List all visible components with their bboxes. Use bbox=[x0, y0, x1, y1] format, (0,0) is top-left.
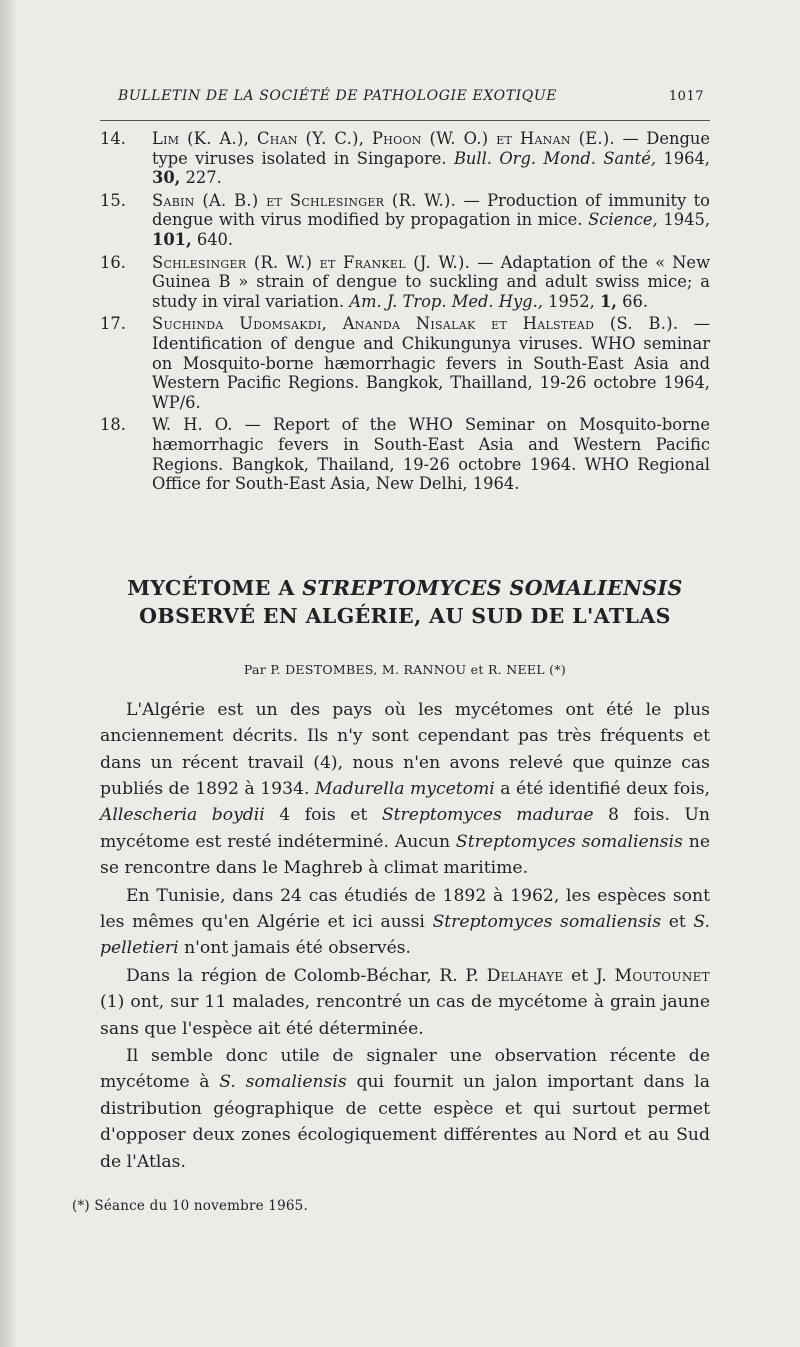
reference-text: — Dengue type viruses isolated in Singapore. bbox=[152, 129, 710, 168]
reference-volume: 30, bbox=[152, 168, 181, 188]
reference-year: 1964, bbox=[656, 148, 710, 168]
reference-year: 1945, bbox=[657, 210, 710, 230]
paragraph: Il semble donc utile de signaler une observation récente de mycétome à S. somaliensis qui fournit un jalon important dans la distribution géographique de cette espèce et qui surtout permet d'opposer deux zones écologiquement différentes au Nord et au Sud de l'Atlas. bbox=[100, 1045, 710, 1172]
running-header bbox=[100, 88, 710, 121]
reference-journal: Am. J. Trop. Med. Hyg., bbox=[349, 291, 543, 311]
reference-text: — Identification of dengue and Chikungunya viruses. WHO seminar on Mosquito-borne hæmorrhagic fevers in South-East Asia and Western Pacific Regions. Bangkok, Thailland, 19-26 octobre 1964, WP/6. bbox=[152, 314, 710, 412]
reference-authors: W. H. O. bbox=[152, 415, 233, 435]
journal-page bbox=[100, 88, 710, 1176]
article-title bbox=[100, 574, 710, 630]
reference-journal: Bull. Org. Mond. Santé, bbox=[453, 148, 657, 168]
running-title: BULLETIN DE LA SOCIÉTÉ DE PATHOLOGIE EXOTIQUE bbox=[118, 88, 558, 104]
footnote: (*) Séance du 10 novembre 1965. bbox=[72, 1198, 308, 1214]
paragraph: L'Algérie est un des pays où les mycétomes ont été le plus anciennement décrits. Ils n'y sont cependant pas très fréquents et dans un récent travail (4), nous n'en avons relevé que quinze cas publiés de 1892 à 1934. Madurella mycetomi a été identifié deux fois, Allescheria boydii 4 fois et Streptomyces madurae 8 fois. Un mycétome est resté indéterminé. Aucun Streptomyces somaliensis ne se rencontre dans le Maghreb à climat maritime. bbox=[100, 699, 710, 879]
reference-journal: Science, bbox=[588, 210, 658, 230]
article-body bbox=[100, 697, 710, 1175]
reference-volume: 101, bbox=[152, 229, 192, 249]
reference-authors: Suchinda Udomsakdi, Ananda Nisalak et Halstead (S. B.). bbox=[152, 314, 679, 334]
reference-item bbox=[100, 314, 710, 412]
page-number: 1017 bbox=[668, 89, 704, 104]
reference-pages: 640. bbox=[191, 229, 234, 249]
reference-number: 15. bbox=[100, 190, 126, 210]
title-text: MYCÉTOME A bbox=[127, 575, 303, 600]
reference-number: 14. bbox=[100, 129, 126, 148]
author-byline: Par P. DESTOMBES, M. RANNOU et R. NEEL (*) bbox=[243, 661, 567, 677]
reference-item bbox=[100, 415, 710, 493]
reference-number: 16. bbox=[100, 252, 126, 272]
reference-item bbox=[100, 253, 710, 312]
reference-text: — Production of immunity to dengue with virus modified by propagation in mice. bbox=[152, 190, 710, 230]
reference-text: — Report of the WHO Seminar on Mosquito-borne hæmorrhagic fevers in South-East Asia and Western Pacific Regions. Bangkok, Thailand, 19-26 octobre 1964. WHO Regional Office for South-East Asia, New Delhi, 1964. bbox=[152, 415, 710, 494]
reference-number: 18. bbox=[100, 415, 126, 435]
reference-volume: 1, bbox=[599, 291, 617, 311]
reference-year: 1952, bbox=[542, 291, 600, 311]
reference-authors: Lim (K. A.), Chan (Y. C.), Phoon (W. O.) et Hanan (E.). bbox=[152, 129, 616, 148]
title-line-2: OBSERVÉ EN ALGÉRIE, AU SUD DE L'ATLAS bbox=[139, 603, 671, 628]
paragraph: En Tunisie, dans 24 cas étudiés de 1892 à 1962, les espèces sont les mêmes qu'en Algérie et ici aussi Streptomyces somaliensis et S. pelletieri n'ont jamais été observés. bbox=[100, 885, 710, 959]
reference-authors: Sabin (A. B.) et Schlesinger (R. W.). bbox=[152, 190, 457, 210]
reference-text: — Adaptation of the « New Guinea B » strain of dengue to suckling and adult swiss mice; a study in viral variation. bbox=[152, 252, 711, 311]
reference-item bbox=[100, 191, 710, 250]
reference-pages: 66. bbox=[616, 291, 649, 311]
reference-list bbox=[100, 129, 710, 494]
page-spine-shadow bbox=[0, 0, 16, 1347]
reference-number: 17. bbox=[100, 314, 126, 334]
title-line-1 bbox=[100, 574, 710, 602]
paragraph: Dans la région de Colomb-Béchar, R. P. Delahaye et J. Moutounet (1) ont, sur 11 malades, rencontré un cas de mycétome à grain jaune sans que l'espèce ait été déterminée. bbox=[100, 965, 710, 1039]
reference-item bbox=[100, 129, 710, 188]
reference-authors: Schlesinger (R. W.) et Frankel (J. W.). bbox=[152, 252, 471, 272]
title-species: STREPTOMYCES SOMALIENSIS bbox=[302, 575, 683, 600]
reference-pages: 227. bbox=[180, 168, 222, 188]
